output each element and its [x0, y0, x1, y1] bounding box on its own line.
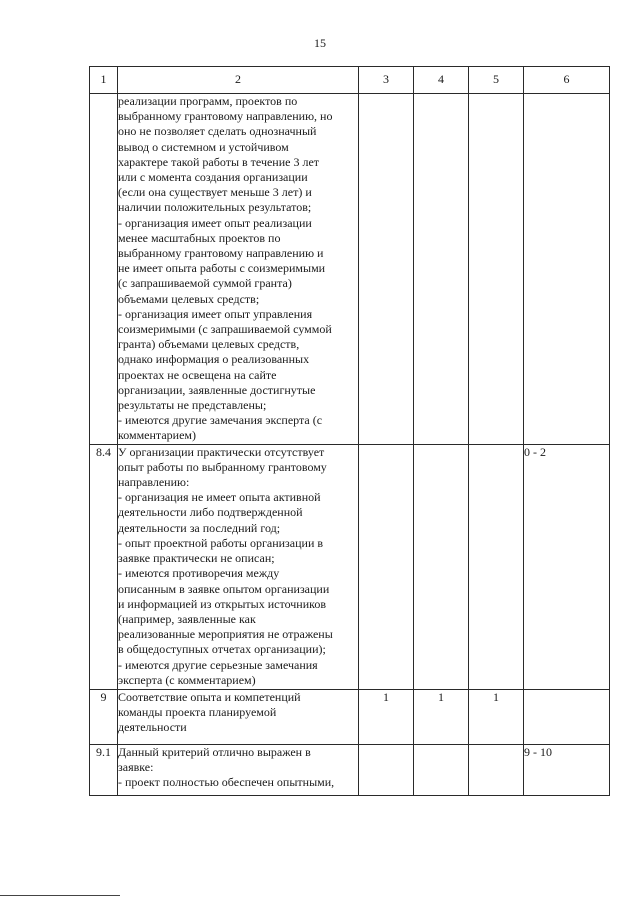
cell-col5: 1	[469, 689, 524, 744]
description-line: Соответствие опыта и компетенций	[118, 689, 301, 704]
row-number: 9	[90, 689, 118, 744]
row-number: 8.4	[90, 444, 118, 689]
cell-col3	[359, 744, 414, 795]
score-range	[524, 689, 610, 744]
description-line: реализации программ, проектов по	[118, 94, 298, 108]
column-header: 2	[118, 67, 359, 94]
description-line: описанным в заявке опытом организации	[118, 581, 330, 596]
description-line: заявке практически не описан;	[118, 551, 275, 566]
description-line: эксперта (с комментарием)	[118, 672, 256, 687]
column-header: 6	[524, 67, 610, 94]
description-line: - организация имеет опыт реализации	[118, 215, 312, 230]
description-line: объемами целевых средств;	[118, 291, 260, 306]
table-row	[90, 94, 610, 445]
description-line: менее масштабных проектов по	[118, 230, 281, 245]
description-line: - имеются противоречия между	[118, 566, 280, 581]
description-line: заявке:	[118, 759, 154, 774]
table-row	[90, 744, 610, 795]
description-line: выбранному грантовому направлению, но	[118, 109, 333, 124]
description-line: и информацией из открытых источников	[118, 596, 327, 611]
description-line: комментарием)	[118, 428, 196, 443]
description-line: - проект полностью обеспечен опытными,	[118, 775, 335, 790]
description-line: оно не позволяет сделать однозначный	[118, 124, 317, 139]
cell-col4: 1	[414, 689, 469, 744]
cell-col4	[414, 444, 469, 689]
cell-col3: 1	[359, 689, 414, 744]
cell-col5	[469, 444, 524, 689]
description-line: - опыт проектной работы организации в	[118, 535, 324, 550]
criterion-description	[118, 689, 359, 744]
cell-col3	[359, 94, 414, 445]
score-range	[524, 94, 610, 445]
column-header: 3	[359, 67, 414, 94]
description-line: деятельности	[118, 720, 187, 735]
description-line: выбранному грантовому направлению и	[118, 246, 324, 261]
description-line: У организации практически отсутствует	[118, 444, 325, 459]
table-header-row	[90, 67, 610, 94]
score-range: 0 - 2	[524, 444, 610, 689]
column-header: 4	[414, 67, 469, 94]
cell-col3	[359, 444, 414, 689]
description-line: соизмеримыми (с запрашиваемой суммой	[118, 322, 332, 337]
description-line: не имеет опыта работы с соизмеримыми	[118, 261, 326, 276]
score-range: 9 - 10	[524, 744, 610, 795]
description-line: деятельности за последний год;	[118, 520, 281, 535]
cell-col4	[414, 94, 469, 445]
description-line: вывод о системном и устойчивом	[118, 139, 289, 154]
description-line: наличии положительных результатов;	[118, 200, 312, 215]
column-header: 5	[469, 67, 524, 94]
description-line: гранта) объемами целевых средств,	[118, 337, 300, 352]
description-line: или с момента создания организации	[118, 170, 308, 185]
description-line: реализованные мероприятия не отражены	[118, 627, 333, 642]
description-line: однако информация о реализованных	[118, 352, 310, 367]
page-number: 15	[314, 36, 326, 50]
description-line: опыт работы по выбранному грантовому	[118, 459, 327, 474]
criterion-description	[118, 444, 359, 689]
description-line: направлению:	[118, 475, 190, 490]
criteria-table	[89, 66, 610, 796]
description-line: результаты не представлены;	[118, 398, 267, 413]
description-line: - имеются другие замечания эксперта (с	[118, 413, 323, 428]
description-line: (с запрашиваемой суммой гранта)	[118, 276, 292, 291]
criterion-description	[118, 744, 359, 795]
description-line: организации, заявленные достигнутые	[118, 382, 316, 397]
description-line: Данный критерий отлично выражен в	[118, 744, 311, 759]
description-line: характере такой работы в течение 3 лет	[118, 154, 320, 169]
description-line: в общедоступных отчетах организации);	[118, 642, 326, 657]
description-line: - организация имеет опыт управления	[118, 306, 313, 321]
description-line: - организация не имеет опыта активной	[118, 490, 321, 505]
row-number: 9.1	[90, 744, 118, 795]
table-row	[90, 444, 610, 689]
cell-col5	[469, 94, 524, 445]
footer-rule	[0, 895, 120, 896]
description-line: проектах не освещена на сайте	[118, 367, 277, 382]
column-header: 1	[90, 67, 118, 94]
cell-col4	[414, 744, 469, 795]
description-line: (например, заявленные как	[118, 611, 256, 626]
description-line: команды проекта планируемой	[118, 704, 277, 719]
description-line: - имеются другие серьезные замечания	[118, 657, 318, 672]
table-row	[90, 689, 610, 744]
cell-col5	[469, 744, 524, 795]
description-line: деятельности либо подтвержденной	[118, 505, 303, 520]
row-number	[90, 94, 118, 445]
description-line: (если она существует меньше 3 лет) и	[118, 185, 312, 200]
criterion-description	[118, 94, 359, 445]
